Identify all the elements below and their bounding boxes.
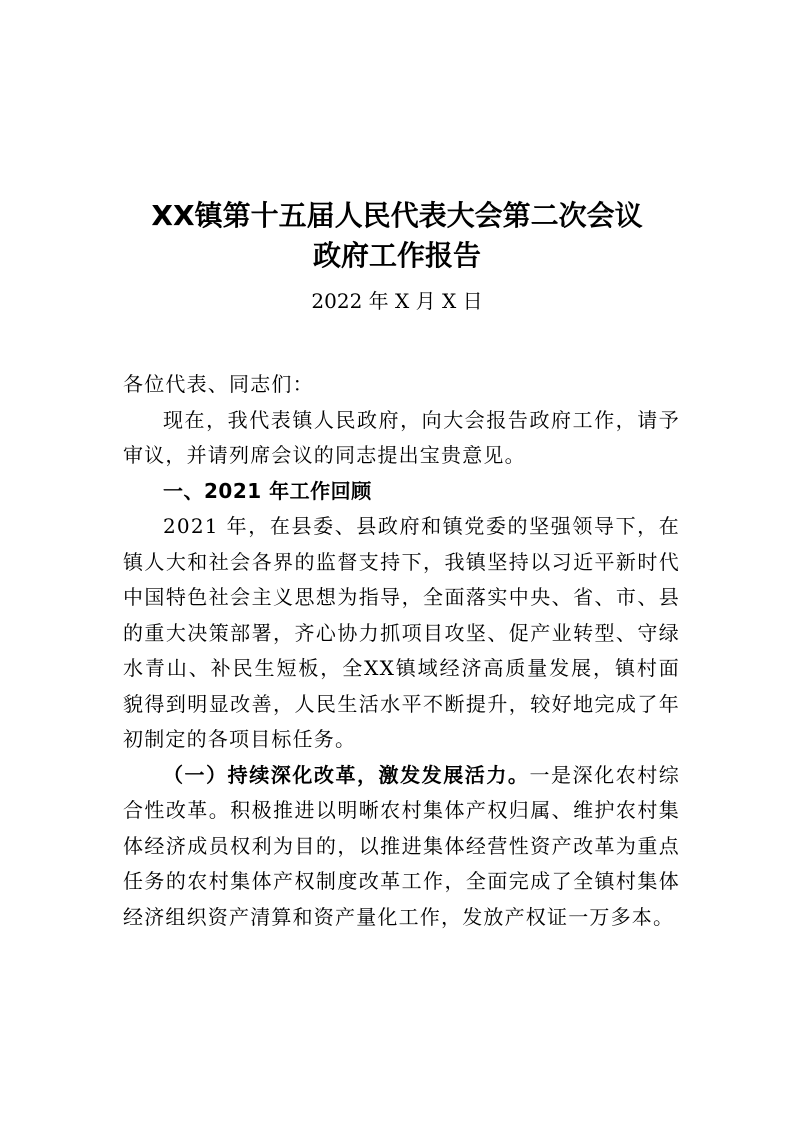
salutation: 各位代表、同志们： bbox=[123, 372, 314, 396]
report-title-line2: 政府工作报告 bbox=[312, 239, 481, 272]
section-heading: 一、2021 年工作回顾 bbox=[163, 478, 372, 503]
subsection-heading: （一）持续深化改革，激发发展活力。 bbox=[163, 762, 530, 787]
section-paragraph: 2021 年，在县委、县政府和镇党委的坚强领导下，在镇人大和社会各界的监督支持下，我镇坚持以习近平新时代中国特色社会主义思想为指导，全面落实中央、省、市、县的重大决策部署，齐心协力抓项目攻坚、促产业转型、守绿水青山、补民生短板，全XX镇域经济高质量发展，镇村面貌得到明显改善，人民生活水平不断提升，较好地完成了年初制定的各项目标任务。 bbox=[123, 514, 680, 751]
intro-paragraph: 现在，我代表镇人民政府，向大会报告政府工作，请予审议，并请列席会议的同志提出宝贵意见。 bbox=[123, 407, 680, 467]
report-title-line1: XX镇第十五届人民代表大会第二次会议 bbox=[151, 199, 643, 232]
subsection-paragraph bbox=[123, 758, 680, 936]
report-date: 2022 年 X 月 X 日 bbox=[311, 289, 483, 313]
report-body bbox=[123, 367, 680, 935]
subsection-text: 一是深化农村综合性改革。积极推进以明晰农村集体产权归属、维护农村集体经济成员权利为目的，以推进集体经营性资产改革为重点任务的农村集体产权制度改革工作，全面完成了全镇村集体经济组织资产清算和资产量化工作，发放产权证一万多本。 bbox=[123, 762, 680, 929]
